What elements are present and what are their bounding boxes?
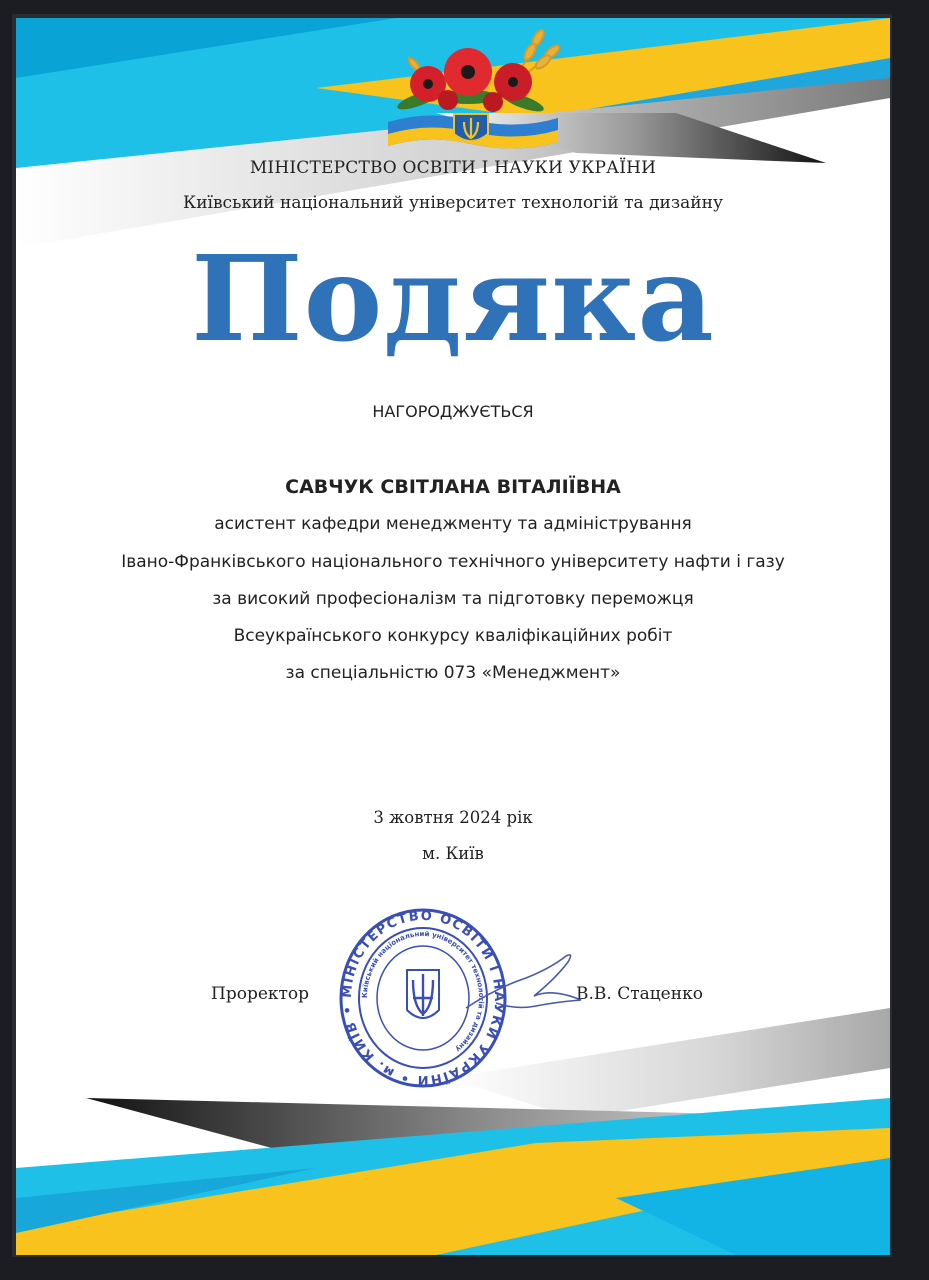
ministry-heading: МІНІСТЕРСТВО ОСВІТИ І НАУКИ УКРАЇНИ	[249, 158, 657, 178]
bottom-gray-stripe	[446, 1008, 890, 1118]
recipient-name: САВЧУК СВІТЛАНА ВІТАЛІЇВНА	[285, 476, 621, 498]
issue-date: 3 жовтня 2024 рік	[373, 808, 533, 827]
signatory-role: Проректор	[211, 984, 310, 1004]
handwritten-signature	[456, 948, 596, 1018]
stamp-outer-text: МІНІСТЕРСТВО ОСВІТИ І НАУКИ УКРАЇНИ • м. КИЇВ •	[339, 908, 507, 1088]
recipient-position: асистент кафедри менеджменту та адміністрування	[214, 514, 692, 534]
certificate-page	[16, 18, 890, 1255]
recipient-organization: Івано-Франківського національного технічного університету нафти і газу	[121, 552, 785, 572]
signatory-name: В.В. Стаценко	[576, 984, 703, 1004]
award-reason-line-1: за високий професіоналізм та підготовку переможця	[212, 589, 694, 609]
issue-city: м. Київ	[422, 844, 484, 863]
stamp-inner-text: Київський національний університет технологій та дизайну	[360, 929, 486, 1054]
university-name: Київський національний університет технологій та дизайну	[183, 193, 723, 213]
award-reason-line-3: за спеціальністю 073 «Менеджмент»	[285, 663, 621, 683]
awarded-label: НАГОРОДЖУЄТЬСЯ	[372, 402, 534, 421]
poppy-trident-emblem	[368, 22, 574, 152]
certificate-title: Подяка	[191, 229, 715, 368]
award-reason-line-2: Всеукраїнського конкурсу кваліфікаційних робіт	[233, 626, 673, 646]
